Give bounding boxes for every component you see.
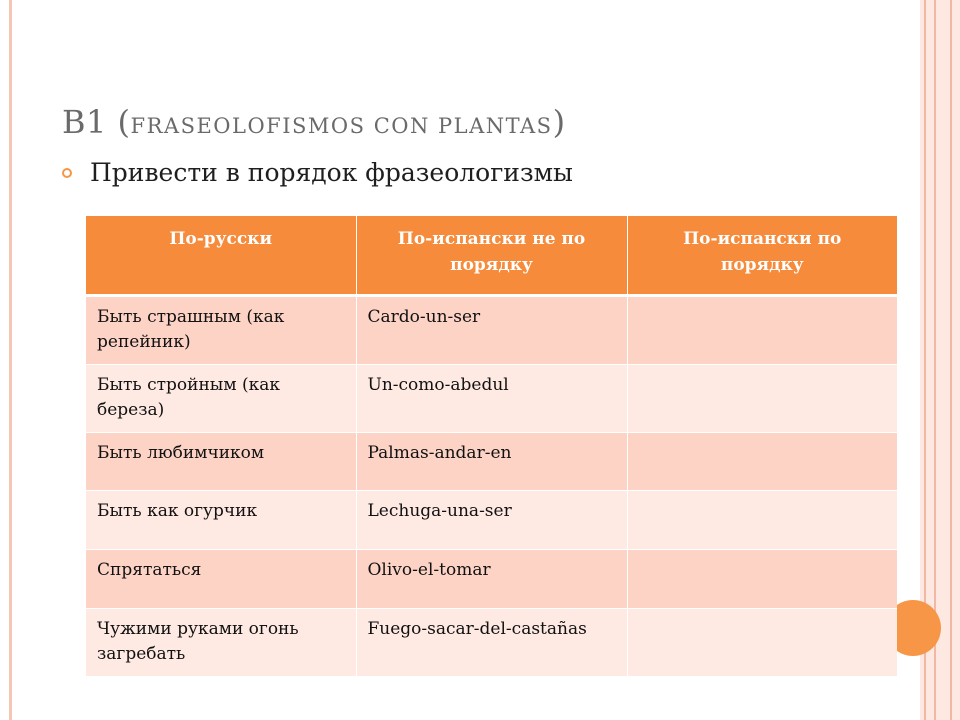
table-row	[86, 490, 897, 549]
cell-spanish-ordered[interactable]	[627, 490, 897, 549]
cell-russian: Быть любимчиком	[86, 432, 356, 490]
cell-spanish-unordered: Olivo-el-tomar	[356, 549, 627, 608]
title-smallcaps: FRASEOLOFISMOS CON PLANTAS	[130, 114, 553, 138]
left-frame-line	[9, 0, 12, 720]
cell-russian: Чужими руками огонь загребать	[86, 608, 356, 676]
cell-spanish-unordered: Fuego-sacar-del-castañas	[356, 608, 627, 676]
title-trail: )	[552, 103, 566, 141]
table-header-row	[86, 216, 897, 295]
cell-spanish-ordered[interactable]	[627, 608, 897, 676]
phrases-table	[86, 216, 897, 676]
header-russian: По-русски	[86, 216, 356, 295]
bullet-text: Привести в порядок фразеологизмы	[90, 158, 573, 187]
cell-spanish-unordered: Lechuga-una-ser	[356, 490, 627, 549]
cell-spanish-ordered[interactable]	[627, 295, 897, 364]
table-row	[86, 295, 897, 364]
cell-russian: Быть как огурчик	[86, 490, 356, 549]
table-row	[86, 549, 897, 608]
cell-spanish-unordered: Un-como-abedul	[356, 364, 627, 432]
cell-russian: Быть страшным (как репейник)	[86, 295, 356, 364]
cell-spanish-unordered: Palmas-andar-en	[356, 432, 627, 490]
bullet-item	[62, 158, 573, 187]
cell-spanish-ordered[interactable]	[627, 364, 897, 432]
table-row	[86, 608, 897, 676]
ring-bullet-icon	[62, 168, 72, 178]
slide-title	[62, 103, 566, 141]
cell-spanish-ordered[interactable]	[627, 432, 897, 490]
table-row	[86, 364, 897, 432]
cell-russian: Спрятаться	[86, 549, 356, 608]
cell-spanish-ordered[interactable]	[627, 549, 897, 608]
table-row	[86, 432, 897, 490]
cell-spanish-unordered: Cardo-un-ser	[356, 295, 627, 364]
title-lead: B1 (	[62, 103, 131, 141]
cell-russian: Быть стройным (как береза)	[86, 364, 356, 432]
right-frame-line	[950, 0, 952, 720]
header-spanish-ordered: По-испански по порядку	[627, 216, 897, 295]
header-spanish-unordered: По-испански не по порядку	[356, 216, 627, 295]
